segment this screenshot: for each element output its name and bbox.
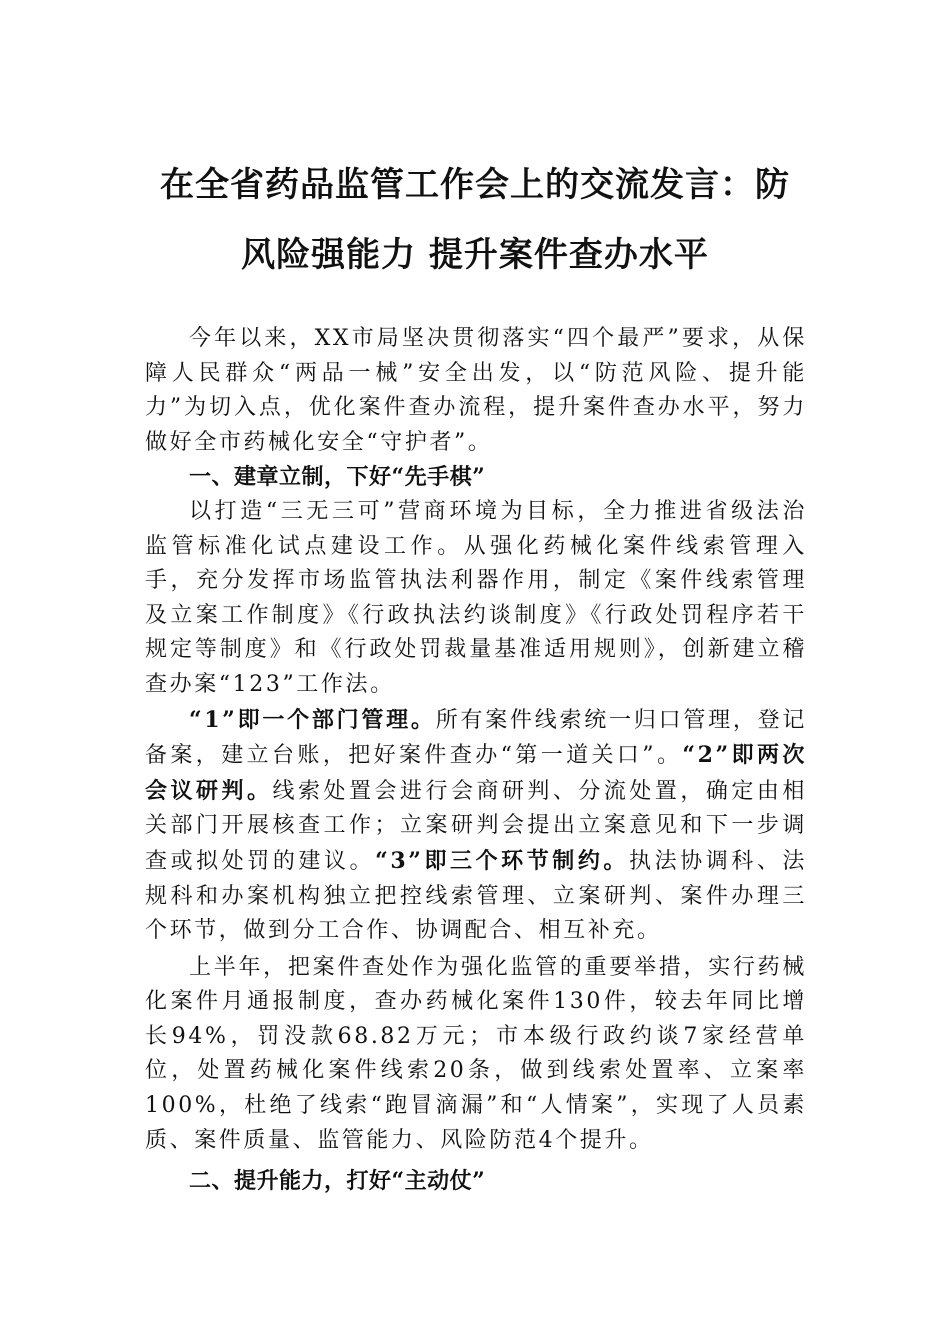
document-body [145, 322, 807, 1199]
title-line-1: 在全省药品监管工作会上的交流发言：防 [160, 165, 790, 205]
section-1-heading: 一、建章立制，下好“先手棋” [189, 464, 486, 491]
point-1-text: 所有案件线索统一归口管理，登记备案，建立台账，把好案件查办“第一道关口”。 [145, 707, 807, 769]
section-1-paragraph-2 [145, 703, 807, 949]
point-2-text: 线索处置会进行会商研判、分流处置，确定由相关部门开展核查工作；立案研判会提出立案意见和下一步调查或拟处罚的建议。 [145, 778, 807, 874]
point-3-lead: “3”即三个环节制约。 [375, 847, 629, 874]
section-1-paragraph-3: 上半年，把案件查处作为强化监管的重要举措，实行药械化案件月通报制度，查办药械化案件130件，较去年同比增长94%，罚没款68.82万元；市本级行政约谈7家经营单位，处置药械化案件线索20条，做到线索处置率、立案率100%，杜绝了线索“跑冒滴漏”和“人情案”，实现了人员素质、案件质量、监管能力、风险防范4个提升。 [145, 954, 807, 1153]
point-1-lead: “1”即一个部门管理。 [189, 706, 436, 733]
intro-paragraph: 今年以来，XX市局坚决贯彻落实“四个最严”要求，从保障人民群众“两品一械”安全出发，以“防范风险、提升能力”为切入点，优化案件查办流程，提升案件查办水平，努力做好全市药械化安全“守护者”。 [145, 326, 807, 455]
title-line-2: 风险强能力 提升案件查办水平 [241, 235, 709, 275]
point-3-text: 执法协调科、法规科和办案机构独立把控线索管理、立案研判、案件办理三个环节，做到分工合作、协调配合、相互补充。 [145, 848, 807, 944]
section-2-heading: 二、提升能力，打好“主动仗” [189, 1168, 486, 1195]
point-2-lead: “2”即两次会议研判。 [145, 742, 808, 804]
document-title [145, 150, 805, 290]
section-1-paragraph-1: 以打造“三无三可”营商环境为目标，全力推进省级法治监管标准化试点建设工作。从强化药械化案件线索管理入手，充分发挥市场监管执法利器作用，制定《案件线索管理及立案工作制度》《行政执法约谈制度》《行政处罚程序若干规定等制度》和《行政处罚裁量基准适用规则》，创新建立稽查办案“123”工作法。 [145, 498, 807, 697]
